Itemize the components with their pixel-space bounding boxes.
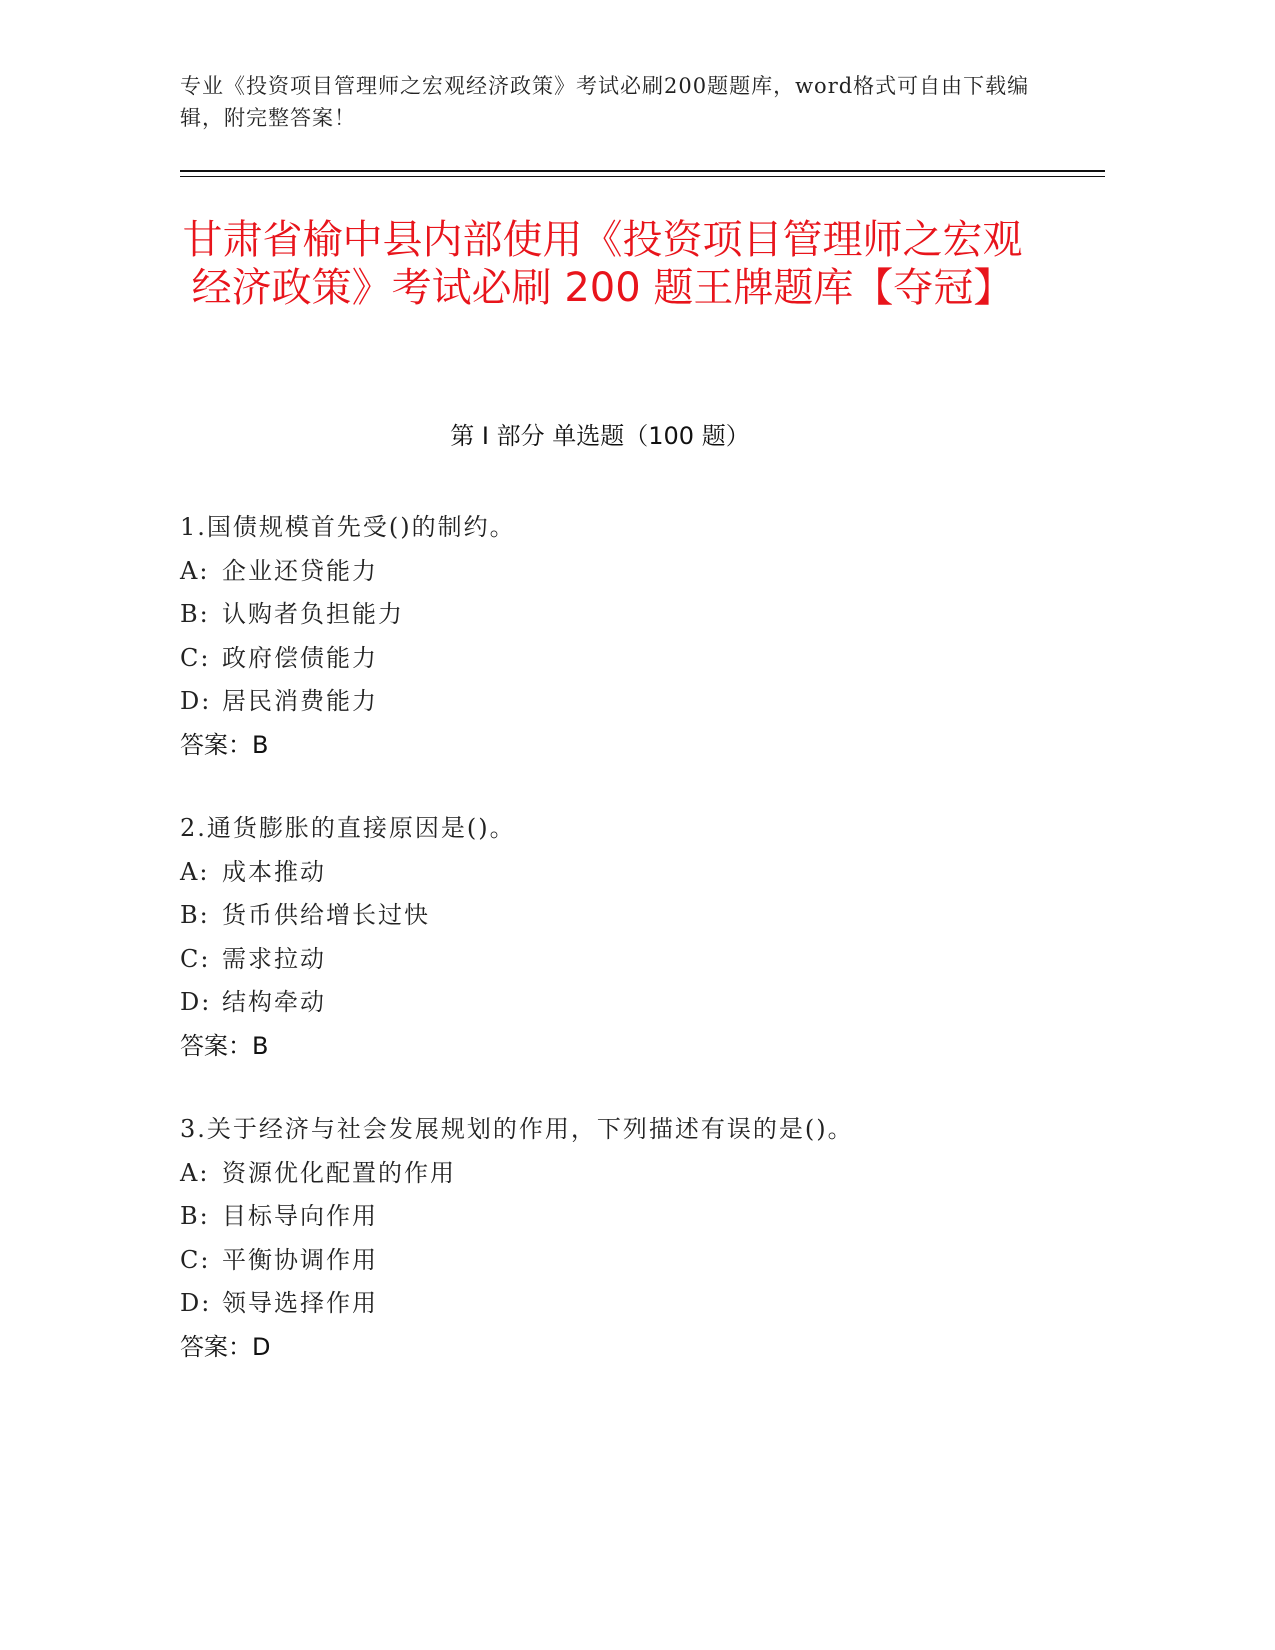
option-letter: B:	[180, 1202, 210, 1230]
option-text: 企业还贷能力	[222, 556, 378, 585]
option-a	[180, 1152, 1100, 1196]
header-note: 专业《投资项目管理师之宏观经济政策》考试必刷200题题库，word格式可自由下载编辑，附完整答案！	[180, 74, 1030, 130]
option-c	[180, 938, 1100, 982]
question-block	[180, 506, 1100, 767]
option-text: 需求拉动	[222, 944, 326, 973]
option-text: 货币供给增长过快	[222, 901, 430, 929]
option-text: 居民消费能力	[222, 687, 378, 715]
question-list	[180, 506, 1100, 1409]
option-d	[180, 981, 1100, 1025]
header-rule-thick	[180, 170, 1105, 172]
question-text: 3.关于经济与社会发展规划的作用，下列描述有误的是()。	[180, 1115, 854, 1143]
answer-text: 答案：B	[180, 730, 269, 759]
option-b	[180, 894, 1100, 938]
option-text: 目标导向作用	[222, 1202, 378, 1230]
option-letter: D:	[180, 988, 212, 1016]
option-text: 领导选择作用	[222, 1289, 378, 1317]
question-text: 1.国债规模首先受()的制约。	[180, 513, 516, 541]
option-letter: D:	[180, 687, 212, 715]
option-c	[180, 637, 1100, 681]
answer-text: 答案：B	[180, 1031, 269, 1060]
question-text: 2.通货膨胀的直接原因是()。	[180, 814, 516, 842]
option-d	[180, 680, 1100, 724]
section-heading: 第 I 部分 单选题（100 题）	[450, 422, 750, 450]
option-letter: A:	[180, 1158, 210, 1187]
question-block	[180, 1108, 1100, 1369]
option-letter: C:	[180, 643, 211, 672]
option-letter: B:	[180, 600, 210, 628]
question-block	[180, 807, 1100, 1068]
option-text: 成本推动	[222, 857, 326, 886]
header-rule-thin	[180, 176, 1105, 177]
document-title: 甘肃省榆中县内部使用《投资项目管理师之宏观经济政策》考试必刷 200 题王牌题库【夺冠】	[182, 217, 1023, 311]
option-letter: B:	[180, 901, 210, 929]
option-a	[180, 851, 1100, 895]
option-text: 平衡协调作用	[222, 1245, 378, 1274]
option-letter: A:	[180, 857, 210, 886]
option-letter: C:	[180, 1245, 211, 1274]
option-letter: D:	[180, 1289, 212, 1317]
option-d	[180, 1282, 1100, 1326]
option-a	[180, 550, 1100, 594]
option-c	[180, 1239, 1100, 1283]
option-b	[180, 1195, 1100, 1239]
option-text: 认购者负担能力	[222, 600, 404, 628]
option-text: 政府偿债能力	[222, 643, 378, 672]
option-text: 结构牵动	[222, 988, 326, 1016]
option-letter: C:	[180, 944, 211, 973]
option-text: 资源优化配置的作用	[222, 1158, 456, 1187]
option-b	[180, 593, 1100, 637]
option-letter: A:	[180, 556, 210, 585]
answer-text: 答案：D	[180, 1332, 271, 1361]
